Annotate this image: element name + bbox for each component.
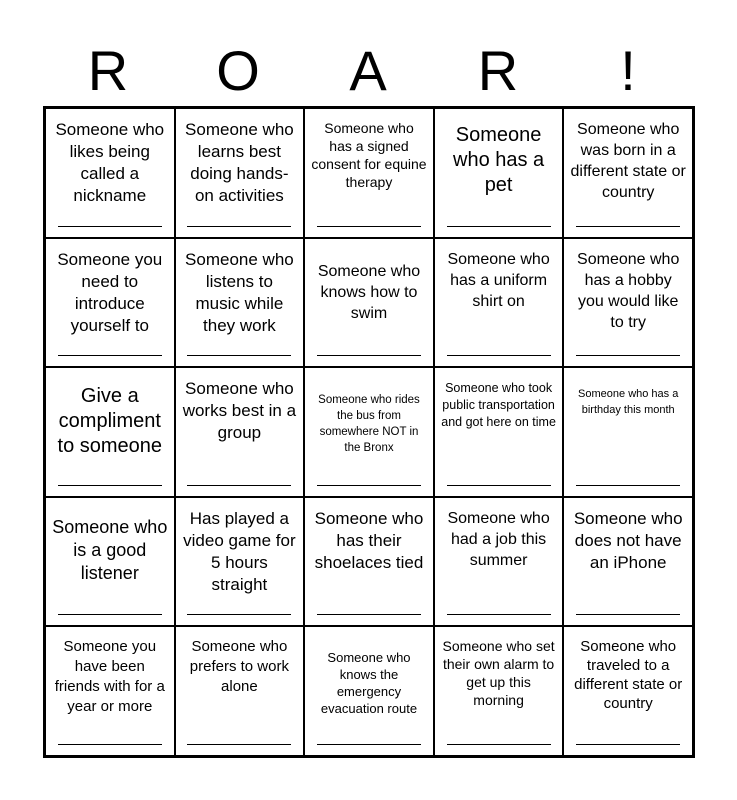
bingo-cell[interactable] <box>304 626 434 756</box>
bingo-cell[interactable] <box>45 238 175 368</box>
cell-text: Someone who listens to music while they work <box>185 249 294 335</box>
bingo-cell[interactable] <box>434 108 564 238</box>
cell-text: Someone who has a birthday this month <box>578 388 679 417</box>
bingo-cell[interactable] <box>434 367 564 497</box>
signature-line <box>447 614 551 615</box>
signature-line <box>317 744 421 745</box>
cell-text: Someone who is a good listener <box>52 516 168 583</box>
bingo-cell[interactable] <box>45 497 175 627</box>
signature-line <box>576 226 680 227</box>
bingo-cell[interactable] <box>563 108 693 238</box>
signature-line <box>317 614 421 615</box>
bingo-cell[interactable] <box>175 108 305 238</box>
bingo-cell[interactable] <box>434 238 564 368</box>
cell-text: Someone who knows the emergency evacuation route <box>320 650 418 717</box>
cell-text: Someone who was born in a different state or country <box>570 121 686 201</box>
signature-line <box>317 226 421 227</box>
signature-line <box>58 744 162 745</box>
cell-text: Give a compliment to someone <box>57 385 163 458</box>
cell-text: Someone who rides the bus from somewhere NOT in the Bronx <box>318 394 420 455</box>
cell-text: Someone you need to introduce yourself to <box>57 249 163 335</box>
title-letter-r2: R <box>477 39 519 102</box>
cell-text: Someone who knows how to swim <box>317 262 421 322</box>
signature-line <box>317 485 421 486</box>
bingo-cell[interactable] <box>45 367 175 497</box>
bingo-cell[interactable] <box>563 497 693 627</box>
signature-line <box>187 226 291 227</box>
signature-line <box>187 744 291 745</box>
cell-text: Someone who works best in a group <box>182 379 297 443</box>
signature-line <box>576 744 680 745</box>
signature-line <box>187 355 291 356</box>
bingo-cell[interactable] <box>304 497 434 627</box>
cell-text: Someone who has a signed consent for equine therapy <box>311 120 427 190</box>
bingo-cell[interactable] <box>563 238 693 368</box>
title-letter-r: R <box>87 39 129 102</box>
signature-line <box>187 485 291 486</box>
cell-text: Someone who took public transportation and got here on time <box>441 381 556 430</box>
signature-line <box>576 614 680 615</box>
cell-text: Someone who prefers to work alone <box>189 638 289 696</box>
cell-text: Someone who set their own alarm to get up this morning <box>442 638 555 709</box>
bingo-cell[interactable] <box>304 367 434 497</box>
signature-line <box>58 226 162 227</box>
cell-text: Someone who learns best doing hands-on activities <box>185 120 294 205</box>
bingo-cell[interactable] <box>304 108 434 238</box>
cell-text: Someone who has a pet <box>453 124 545 196</box>
bingo-cell[interactable] <box>175 626 305 756</box>
cell-text: Someone who does not have an iPhone <box>573 508 683 572</box>
signature-line <box>576 355 680 356</box>
cell-text: Someone who had a job this summer <box>447 509 550 569</box>
cell-text: Someone who has a uniform shirt on <box>447 250 550 310</box>
bingo-cell[interactable] <box>304 238 434 368</box>
bingo-cell[interactable] <box>45 108 175 238</box>
bingo-title <box>43 40 693 102</box>
signature-line <box>447 355 551 356</box>
bingo-cell[interactable] <box>175 497 305 627</box>
cell-text: Someone who has their shoelaces tied <box>314 508 424 572</box>
bingo-cell[interactable] <box>434 497 564 627</box>
signature-line <box>187 614 291 615</box>
title-letter-a: A <box>349 39 387 102</box>
cell-text: Someone you have been friends with for a year or more <box>54 638 165 716</box>
cell-text: Someone who traveled to a different state or country <box>574 638 683 713</box>
signature-line <box>58 355 162 356</box>
signature-line <box>447 744 551 745</box>
bingo-cell[interactable] <box>175 238 305 368</box>
cell-text: Someone who likes being called a nickname <box>55 120 165 205</box>
bingo-cell[interactable] <box>45 626 175 756</box>
bingo-grid <box>43 106 695 758</box>
cell-text: Has played a video game for 5 hours straight <box>183 508 296 594</box>
signature-line <box>317 355 421 356</box>
signature-line <box>58 485 162 486</box>
signature-line <box>58 614 162 615</box>
signature-line <box>447 485 551 486</box>
title-exclamation: ! <box>620 39 636 102</box>
title-letter-o: O <box>216 39 260 102</box>
bingo-cell[interactable] <box>175 367 305 497</box>
bingo-cell[interactable] <box>434 626 564 756</box>
bingo-cell[interactable] <box>563 367 693 497</box>
cell-text: Someone who has a hobby you would like to try <box>577 250 680 331</box>
signature-line <box>447 226 551 227</box>
bingo-cell[interactable] <box>563 626 693 756</box>
signature-line <box>576 485 680 486</box>
